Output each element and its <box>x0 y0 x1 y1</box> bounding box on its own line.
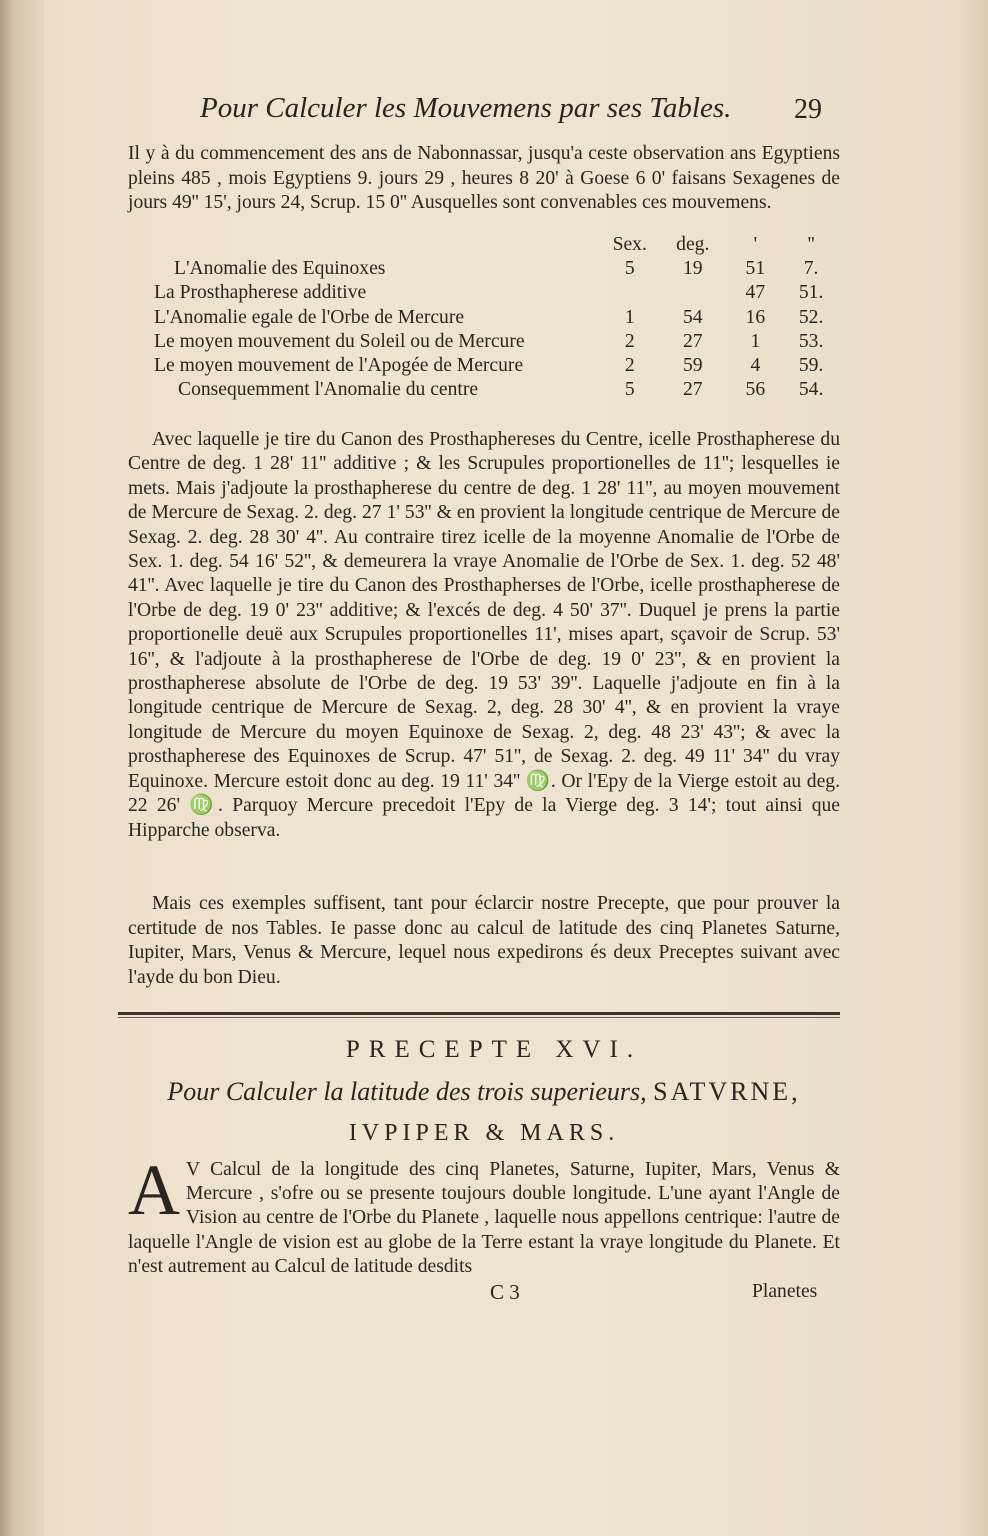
cell-sec: 7. <box>803 258 819 280</box>
row-label: Consequemment l'Anomalie du centre <box>178 379 479 401</box>
cell-sec: 54. <box>798 379 824 401</box>
closing-paragraph-text: Mais ces exemples suffisent, tant pour éclarcir nostre Precepte, que pour prouver la certitude de nos Tables. Ie passe donc au calcul de latitude des cinq Planetes Saturne, Iupiter, Mars, Venus & Mercure, lequel nous expedirons és deux Preceptes suivant avec l'ayde du bon Dieu. <box>128 893 840 988</box>
page-number: 29 <box>794 94 822 125</box>
section-divider-thin <box>118 1017 840 1018</box>
cell-min: 1 <box>750 330 761 352</box>
cell-min: 51 <box>745 258 766 280</box>
motions-table <box>150 233 840 402</box>
row-label: La Prosthapherese additive <box>154 282 367 304</box>
section-divider <box>118 1012 840 1015</box>
cell-sex: 5 <box>624 258 635 280</box>
cell-deg: 27 <box>682 379 703 401</box>
cell-sex: 1 <box>624 306 635 328</box>
cell-deg: 27 <box>682 330 703 352</box>
cell-deg: 54 <box>682 306 703 328</box>
table-row <box>150 330 840 354</box>
cell-sec: 51. <box>798 282 824 304</box>
section-subtitle-line2: IVPIPER & MARS. <box>348 1120 620 1146</box>
subtitle-caps: SATVRNE, <box>653 1077 801 1106</box>
table-row <box>150 306 840 330</box>
table-header-row <box>150 233 840 257</box>
closing-paragraph <box>128 892 840 990</box>
row-label: Le moyen mouvement de l'Apogée de Mercure <box>154 355 524 377</box>
cell-sex: 5 <box>624 379 635 401</box>
intro-paragraph <box>128 142 840 216</box>
cell-min: 47 <box>745 282 766 304</box>
running-header <box>200 92 840 125</box>
signature-mark: C 3 <box>490 1280 520 1304</box>
col-header-deg: deg. <box>676 234 710 256</box>
table-row <box>150 378 840 402</box>
cell-deg: 59 <box>682 355 703 377</box>
row-label: L'Anomalie des Equinoxes <box>174 258 386 280</box>
col-header-min: ' <box>753 234 758 256</box>
row-label: L'Anomalie egale de l'Orbe de Mercure <box>154 306 465 328</box>
main-paragraph <box>128 428 840 843</box>
section-paragraph-text: V Calcul de la longitude des cinq Planetes, Saturne, Iupiter, Mars, Venus & Mercure , s'ofre ou se presente toujours double longitude. L'une ayant l'Angle de Vision au centre de l'Orbe du Planete , laquelle nous appellons centrique: l'autre de laquelle l'Angle de vision est au globe de la Terre estant la vraye longitude du Planete. Et n'est autrement au Calcul de latitude desdits <box>128 1159 840 1277</box>
row-label: Le moyen mouvement du Soleil ou de Mercure <box>154 330 525 352</box>
cell-deg: 19 <box>682 258 703 280</box>
cell-sex <box>602 281 657 305</box>
section-subtitle <box>128 1077 840 1107</box>
cell-sex: 2 <box>624 330 635 352</box>
table-row <box>150 354 840 378</box>
catchword: Planetes <box>752 1281 818 1302</box>
page-gutter-shadow <box>0 0 44 1536</box>
cell-min: 4 <box>750 355 761 377</box>
cell-deg <box>657 281 728 305</box>
section-heading: PRECEPTE XVI. <box>345 1036 643 1063</box>
cell-min: 56 <box>745 379 766 401</box>
col-header-sec: '' <box>807 234 815 256</box>
intro-text: Il y à du commencement des ans de Nabonnassar, jusqu'a ceste observation ans Egyptiens pleins 485 , mois Egyptiens 9. jours 29 , heures 8 20' à Goese 6 0' faisans Sexagenes de jours 49'' 15', jours 24, Scrup. 15 0'' Ausquelles sont convenables ces mouvemens. <box>128 143 840 214</box>
table-row <box>150 257 840 281</box>
subtitle-italic: Pour Calculer la latitude des trois superieurs, <box>167 1077 647 1106</box>
running-title: Pour Calculer les Mouvemens par ses Tables. <box>200 92 732 124</box>
cell-sex: 2 <box>624 355 635 377</box>
main-paragraph-text: Avec laquelle je tire du Canon des Prosthaphereses du Centre, icelle Prosthapherese du Centre de deg. 1 28' 11'' additive ; & les Scrupules proportionelles de 11''; lesquelles ie mets. Mais j'adjoute la prosthapherese du centre de deg. 1 28' 11'', au moyen mouvement de Mercure de Sexag. 2. deg. 27 1' 53'' & en provient la longitude centrique de Mercure de Sexag. 2. deg. 28 30' 4''. Au contraire tirez icelle de la moyenne Anomalie de l'Orbe de Sex. 1. deg. 54 16' 52'', & demeurera la vraye Anomalie de l'Orbe de Sex. 1. deg. 52 48' 41''. Avec laquelle je tire du Canon des Prosthapherses de l'Orbe, icelle prosthapherese de l'Orbe de deg. 19 0' 23'' additive; & l'excés de deg. 4 50' 37''. Duquel je prens la partie proportionelle deuë aux Scrupules proportionelles 11', mises apart, sçavoir de Scrup. 53' 16'', & l'adjoute à la prosthapherese de l'Orbe de deg. 19 0' 23'', & en provient la prosthapherese absolute de l'Orbe de deg. 19 53' 39''. Laquelle j'adjoute en fin à la longitude centrique de Mercure de Sexag. 2, deg. 28 30' 4'', & en provient la vraye longitude de Mercure du moyen Equinoxe de Sexag. 2, deg. 48 23' 43''; & avec la prosthapherese des Equinoxes de Scrup. 47' 51'', de Sexag. 2. deg. 49 11' 34'' du vray Equinoxe. Mercure estoit donc au deg. 19 11' 34'' ♍. Or l'Epy de la Vierge estoit au deg. 22 26' ♍. Parquoy Mercure precedoit l'Epy de la Vierge deg. 3 14'; tout ainsi que Hipparche observa. <box>128 429 840 841</box>
section-paragraph <box>128 1150 840 1279</box>
col-header-sex: Sex. <box>612 234 647 256</box>
cell-sec: 59. <box>798 355 824 377</box>
cell-sec: 52. <box>798 306 824 328</box>
drop-cap: A <box>128 1150 180 1230</box>
table-row <box>150 281 840 305</box>
cell-sec: 53. <box>798 330 824 352</box>
cell-min: 16 <box>745 306 766 328</box>
